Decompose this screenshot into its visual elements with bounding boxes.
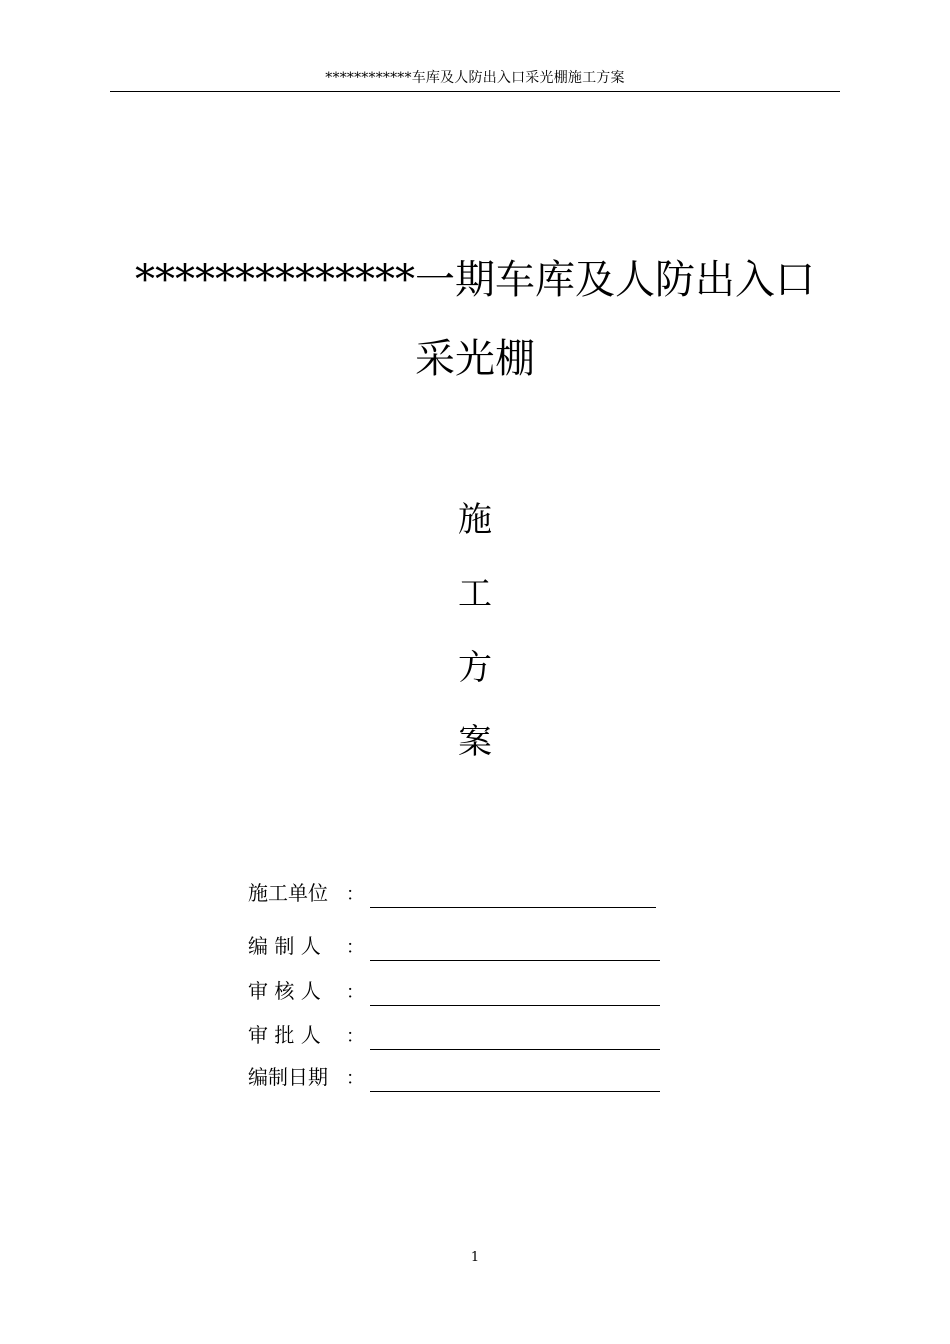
field-colon: ： bbox=[346, 1068, 364, 1089]
page-number: 1 bbox=[470, 1250, 480, 1265]
vertical-title-char-4: 案 bbox=[458, 722, 492, 762]
vertical-title-char-1: 施 bbox=[458, 500, 492, 540]
field-label: 编制日期 bbox=[248, 1065, 328, 1089]
running-header: ************车库及人防出入口采光棚施工方案 bbox=[325, 70, 625, 86]
field-colon: ： bbox=[346, 1026, 364, 1047]
cover-title-line-2: 采光棚 bbox=[415, 336, 535, 382]
fill-in-line[interactable] bbox=[370, 1091, 660, 1092]
vertical-title-char-2: 工 bbox=[458, 574, 492, 614]
fill-in-line[interactable] bbox=[370, 1005, 660, 1006]
field-colon: ： bbox=[346, 982, 364, 1003]
fill-in-line[interactable] bbox=[370, 907, 656, 908]
field-colon: ： bbox=[346, 884, 364, 905]
fill-in-line[interactable] bbox=[370, 1049, 660, 1050]
field-label: 审 核 人 bbox=[248, 979, 321, 1003]
header-rule bbox=[110, 91, 840, 92]
field-label: 编 制 人 bbox=[248, 934, 321, 958]
cover-title-line-1: **************一期车库及人防出入口 bbox=[135, 257, 815, 303]
vertical-title-char-3: 方 bbox=[458, 648, 492, 688]
field-label: 施工单位 bbox=[248, 881, 328, 905]
field-label: 审 批 人 bbox=[248, 1023, 321, 1047]
fill-in-line[interactable] bbox=[370, 960, 660, 961]
field-colon: ： bbox=[346, 937, 364, 958]
